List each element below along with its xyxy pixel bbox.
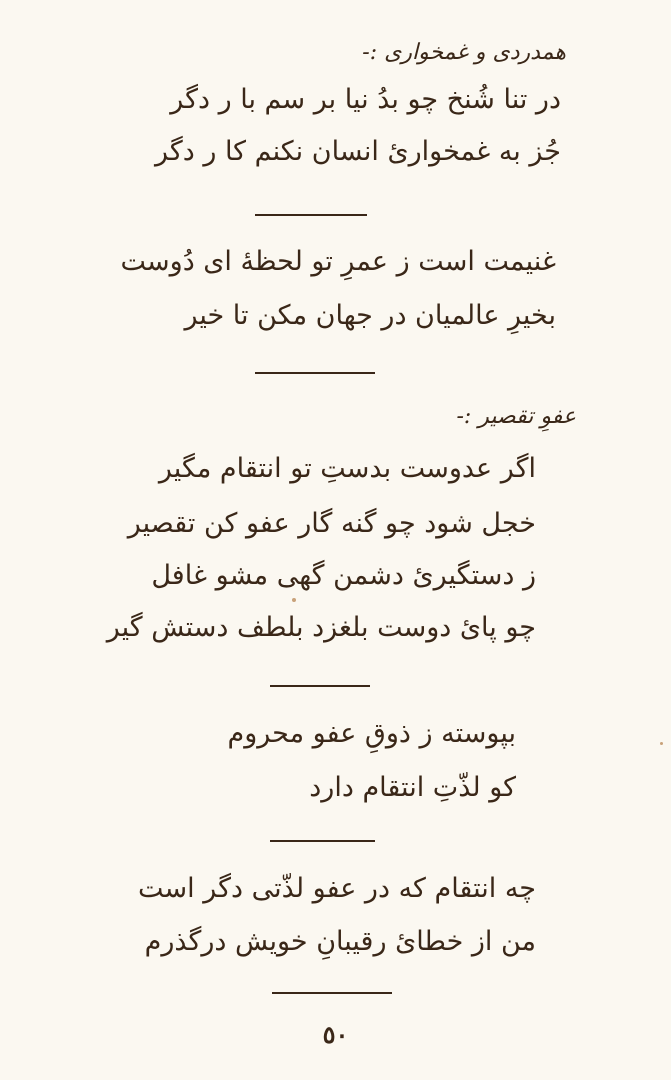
- verse-line: چه انتقام که در عفو لذّتی دگر است: [138, 873, 536, 904]
- verse-line: بخیرِ عالمیان در جهان مکن تا خیر: [184, 300, 556, 331]
- section-heading-sympathy: همدردی و غمخواری :-: [362, 40, 566, 65]
- divider: [270, 685, 370, 687]
- verse-line: در تنا شُنخ چو بدُ نیا بر سم با ر دگر: [170, 84, 561, 115]
- divider: [272, 992, 392, 994]
- section-heading-forgiveness: عفوِ تقصیر :-: [456, 404, 576, 429]
- verse-line: اگر عدوست بدستِ تو انتقام مگیر: [158, 453, 536, 484]
- divider: [270, 840, 375, 842]
- verse-line: چو پایٔ دوست بلغزد بلطف دستش گیر: [106, 612, 536, 643]
- verse-line: من از خطایٔ رقیبانِ خویش درگذرم: [144, 926, 536, 957]
- verse-line: جُز به غمخواریٔ انسان نکنم کا ر دگر: [154, 136, 561, 167]
- verse-line: غنیمت است ز عمرِ تو لحظهٔ ای دُوست: [120, 246, 556, 277]
- page-number: ٥٠: [322, 1020, 349, 1049]
- divider: [255, 372, 375, 374]
- verse-line: خجل شود چو گنه گار عفو کن تقصیر: [127, 508, 536, 539]
- divider: [255, 214, 367, 216]
- paper-speck: [660, 742, 663, 745]
- verse-line: کو لذّتِ انتقام دارد: [309, 772, 516, 803]
- paper-speck: [292, 598, 296, 602]
- verse-line: بپوسته ز ذوقِ عفو محروم: [227, 718, 516, 749]
- verse-line: ز دستگیریٔ دشمن گهی مشو غافل: [151, 560, 536, 591]
